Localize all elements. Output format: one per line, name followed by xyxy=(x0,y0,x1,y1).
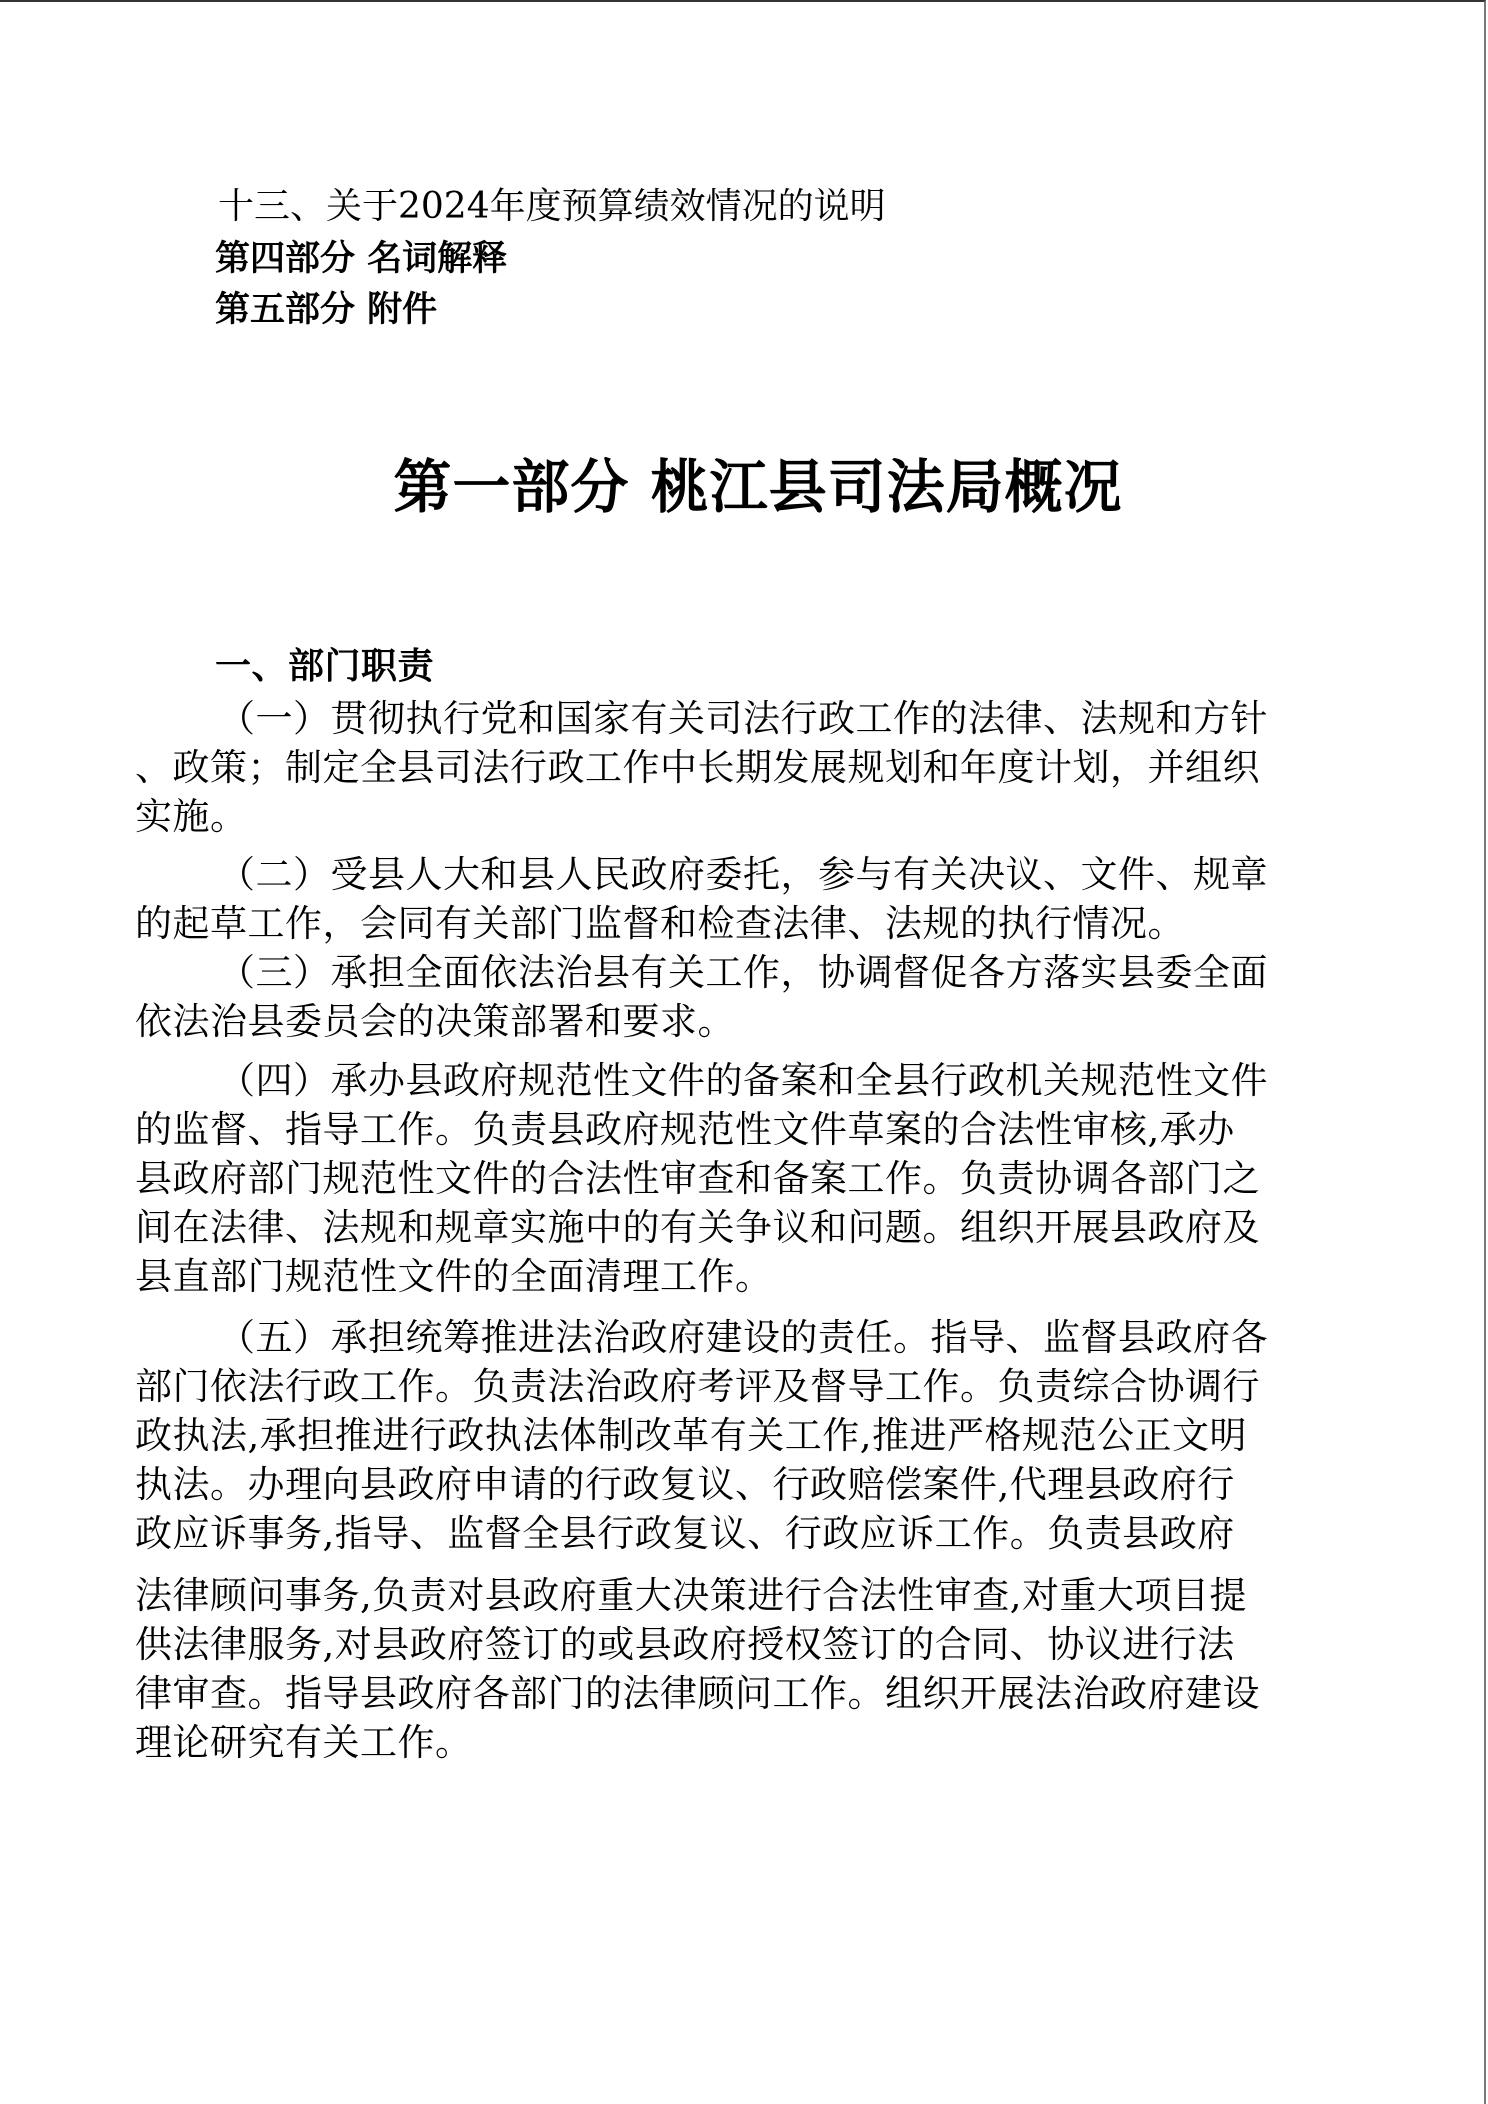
paragraph-4-line-3: 县政府部门规范性文件的合法性审查和备案工作。负责协调各部门之 xyxy=(135,1157,1260,1200)
section-heading: 一、部门职责 xyxy=(215,646,435,687)
paragraph-1-line-3: 实施。 xyxy=(135,795,248,838)
toc-part-4: 第四部分 名词解释 xyxy=(215,239,508,279)
paragraph-5-line-1: （五）承担统筹推进法治政府建设的责任。指导、监督县政府各 xyxy=(218,1316,1268,1359)
paragraph-5-line-2: 部门依法行政工作。负责法治政府考评及督导工作。负责综合协调行 xyxy=(135,1365,1260,1408)
paragraph-5-line-9: 理论研究有关工作。 xyxy=(135,1721,473,1764)
paragraph-3-line-2: 依法治县委员会的决策部署和要求。 xyxy=(135,1000,735,1043)
paragraph-1-line-2: 、政策；制定全县司法行政工作中长期发展规划和年度计划，并组织 xyxy=(135,746,1260,789)
paragraph-4-line-2: 的监督、指导工作。负责县政府规范性文件草案的合法性审核,承办 xyxy=(135,1108,1235,1151)
paragraph-4-line-4: 间在法律、法规和规章实施中的有关争议和问题。组织开展县政府及 xyxy=(135,1206,1260,1249)
paragraph-5-line-3: 政执法,承担推进行政执法体制改革有关工作,推进严格规范公正文明 xyxy=(135,1414,1248,1457)
paragraph-5-line-7: 供法律服务,对县政府签订的或县政府授权签订的合同、协议进行法 xyxy=(135,1623,1235,1666)
toc-part-5: 第五部分 附件 xyxy=(215,290,438,330)
paragraph-5-line-4: 执法。办理向县政府申请的行政复议、行政赔偿案件,代理县政府行 xyxy=(135,1463,1235,1506)
paragraph-2-line-1: （二）受县人大和县人民政府委托，参与有关决议、文件、规章 xyxy=(218,853,1268,896)
paragraph-4-line-5: 县直部门规范性文件的全面清理工作。 xyxy=(135,1255,773,1298)
paragraph-1-line-1: （一）贯彻执行党和国家有关司法行政工作的法律、法规和方针 xyxy=(218,697,1268,740)
part-title: 第一部分 桃江县司法局概况 xyxy=(393,453,1123,521)
paragraph-5-line-8: 律审查。指导县政府各部门的法律顾问工作。组织开展法治政府建设 xyxy=(135,1672,1260,1715)
paragraph-2-line-2: 的起草工作，会同有关部门监督和检查法律、法规的执行情况。 xyxy=(135,902,1185,945)
paragraph-3-line-1: （三）承担全面依法治县有关工作，协调督促各方落实县委全面 xyxy=(218,951,1268,994)
toc-item-13: 十三、关于2024年度预算绩效情况的说明 xyxy=(218,186,886,227)
paragraph-4-line-1: （四）承办县政府规范性文件的备案和全县行政机关规范性文件 xyxy=(218,1059,1268,1102)
paragraph-5-line-6: 法律顾问事务,负责对县政府重大决策进行合法性审查,对重大项目提 xyxy=(135,1574,1248,1617)
paragraph-5-line-5: 政应诉事务,指导、监督全县行政复议、行政应诉工作。负责县政府 xyxy=(135,1512,1235,1555)
